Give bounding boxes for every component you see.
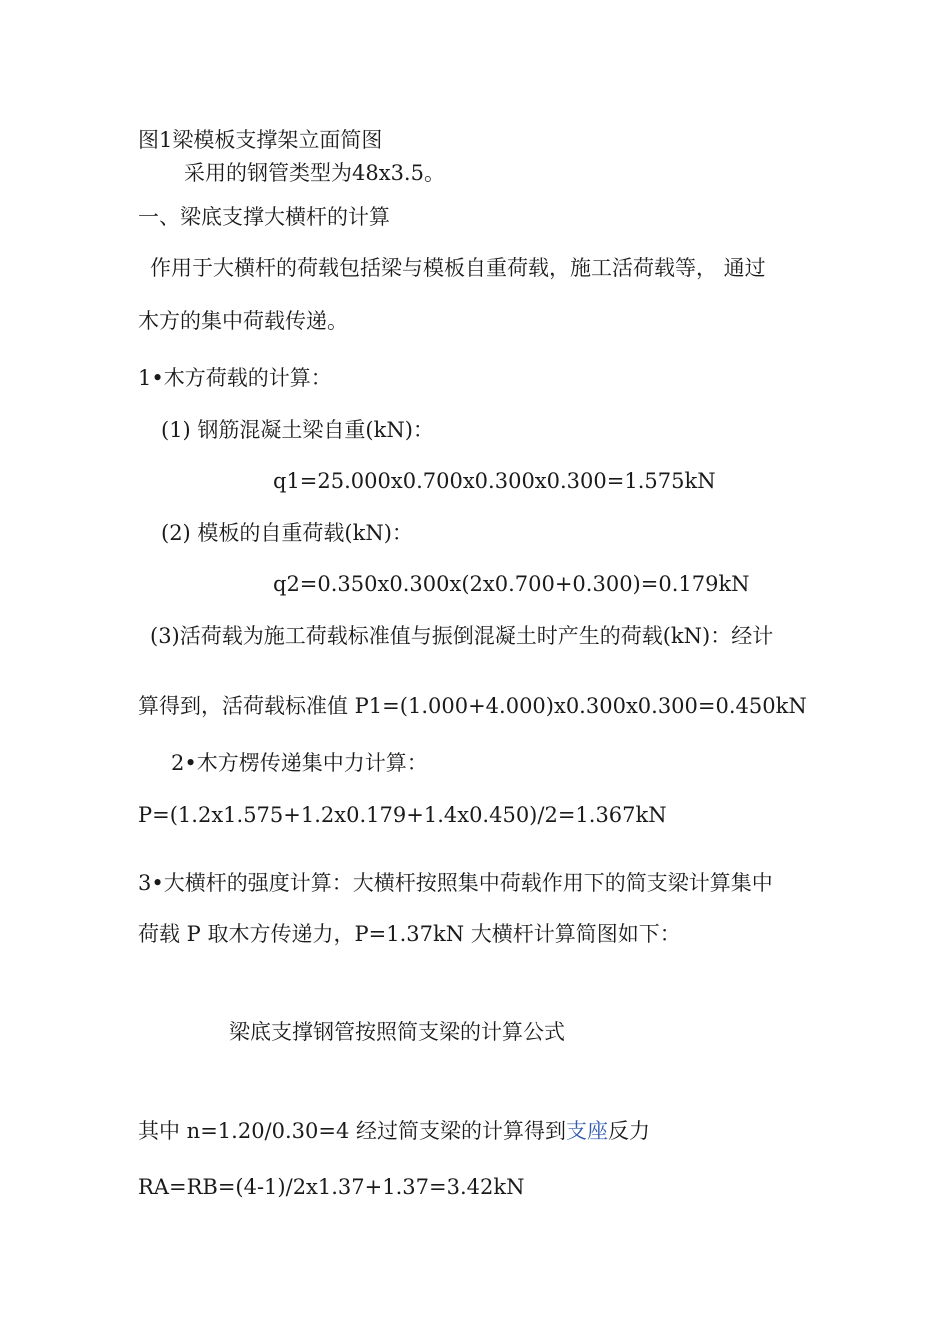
sub-3-line-2: 算得到，活荷载标准值 P1=(1.000+4.000)x0.300x0.300=0.450kN [138,694,807,718]
sub-1-title: (1) 钢筋混凝土梁自重(kN)： [161,418,434,442]
item-3-line-2: 荷载 P 取木方传递力，P=1.37kN 大横杆计算简图如下： [138,922,681,946]
n-line-text: 其中 n=1.20/0.30=4 经过简支梁的计算得到 [138,1119,567,1143]
sub-2-formula: q2=0.350x0.300x(2x0.700+0.300)=0.179kN [273,572,750,596]
n-line [138,1117,650,1145]
section-title: 一、梁底支撑大横杆的计算 [138,205,390,229]
item-2-title: 2•木方楞传递集中力计算： [171,751,428,775]
intro-line-2: 木方的集中荷载传递。 [138,309,348,333]
formula-caption: 梁底支撑钢管按照简支梁的计算公式 [229,1020,565,1044]
item-2-formula: P=(1.2x1.575+1.2x0.179+1.4x0.450)/2=1.367kN [138,803,667,827]
support-link[interactable]: 支座 [566,1119,609,1143]
item-1-title: 1•木方荷载的计算： [138,366,332,390]
item-3-line-1: 3•大横杆的强度计算：大横杆按照集中荷载作用下的简支梁计算集中 [138,871,773,895]
pipe-type-text: 采用的钢管类型为48x3.5。 [184,161,445,185]
sub-1-formula: q1=25.000x0.700x0.300x0.300=1.575kN [273,469,716,493]
intro-line-1: 作用于大横杆的荷载包括梁与模板自重荷载，施工活荷载等， 通过 [150,256,766,280]
figure-caption: 图1梁模板支撑架立面简图 [138,128,383,152]
reaction-formula: RA=RB=(4-1)/2x1.37+1.37=3.42kN [138,1175,525,1199]
n-line-suffix: 反力 [608,1119,651,1143]
sub-3-line-1: (3)活荷载为施工荷载标准值与振倒混凝土时产生的荷载(kN)：经计 [150,624,774,648]
sub-2-title: (2) 模板的自重荷载(kN)： [161,521,413,545]
